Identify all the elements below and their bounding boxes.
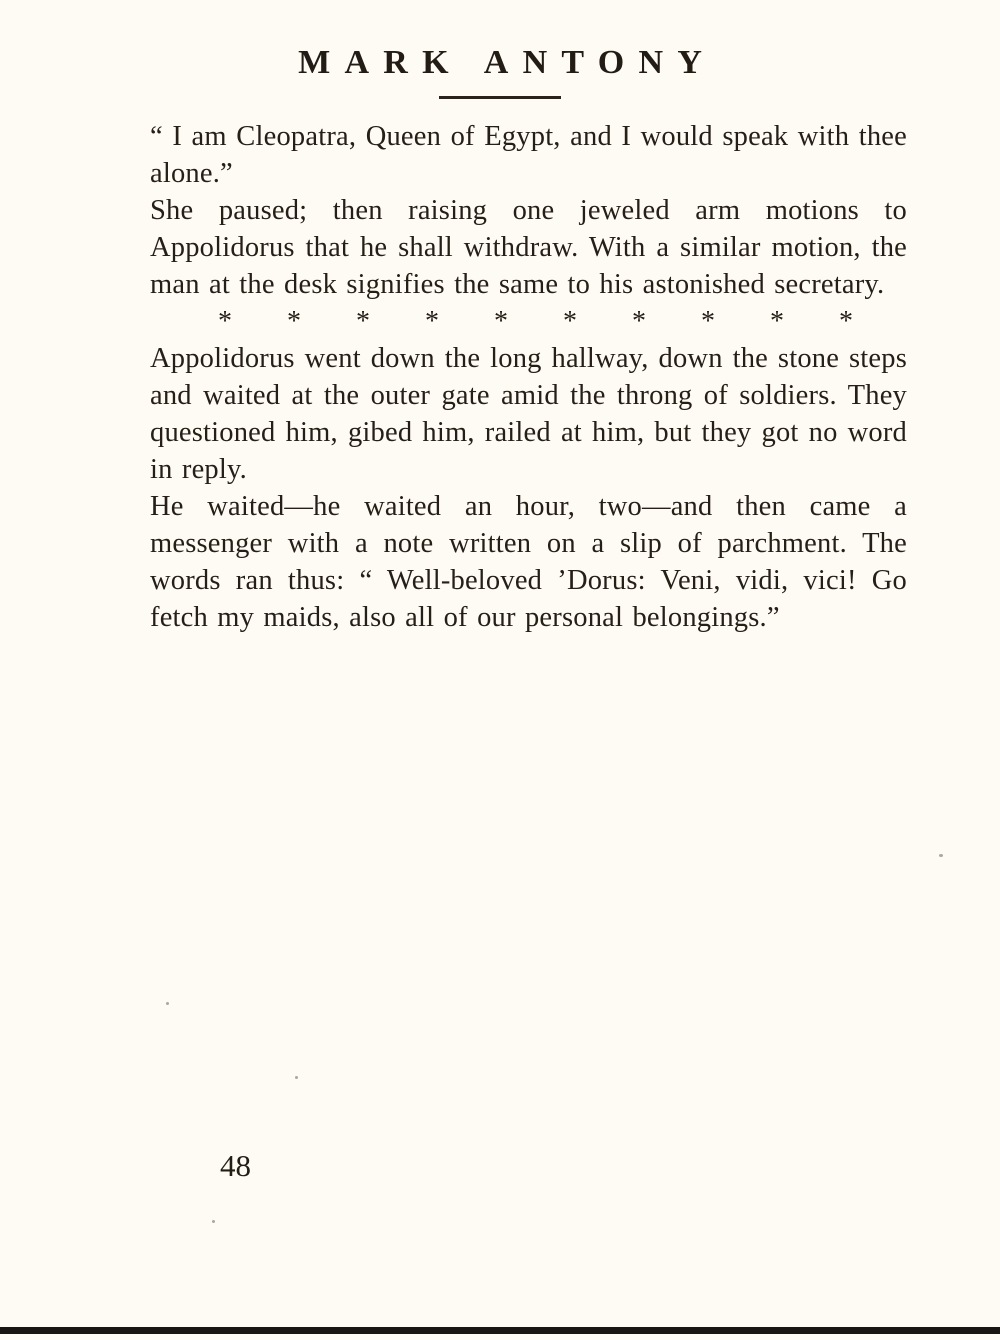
paragraph: “ I am Cleopatra, Queen of Egypt, and I would speak with thee alone.”	[150, 121, 907, 189]
paragraph: Appolidorus went down the long hallway, down the stone steps and waited at the outer gate amid the throng of soldiers. They questioned him, gibed him, railed at him, but they got no word in reply.	[150, 343, 907, 485]
scan-speck	[295, 1076, 298, 1079]
scan-bottom-edge	[0, 1327, 1000, 1334]
page-title: MARK ANTONY	[298, 44, 717, 81]
scan-speck	[212, 1220, 215, 1223]
scan-speck	[166, 1002, 169, 1005]
text-column	[150, 118, 907, 636]
paragraph: He waited—he waited an hour, two—and then came a messenger with a note written on a slip of parchment. The words ran thus: “ Well-beloved ’Dorus: Veni, vidi, vici! Go fetch my maids, also all of our personal belongings.”	[150, 491, 907, 633]
scan-speck	[939, 854, 943, 857]
asterisk-separator: * * * * * * * * * *	[218, 306, 853, 337]
title-rule	[439, 96, 561, 99]
page-number: 48	[220, 1148, 251, 1183]
paragraph: She paused; then raising one jeweled arm motions to Appolidorus that he shall withdraw. With a similar motion, the man at the desk signifies the same to his astonished secretary.	[150, 195, 907, 300]
